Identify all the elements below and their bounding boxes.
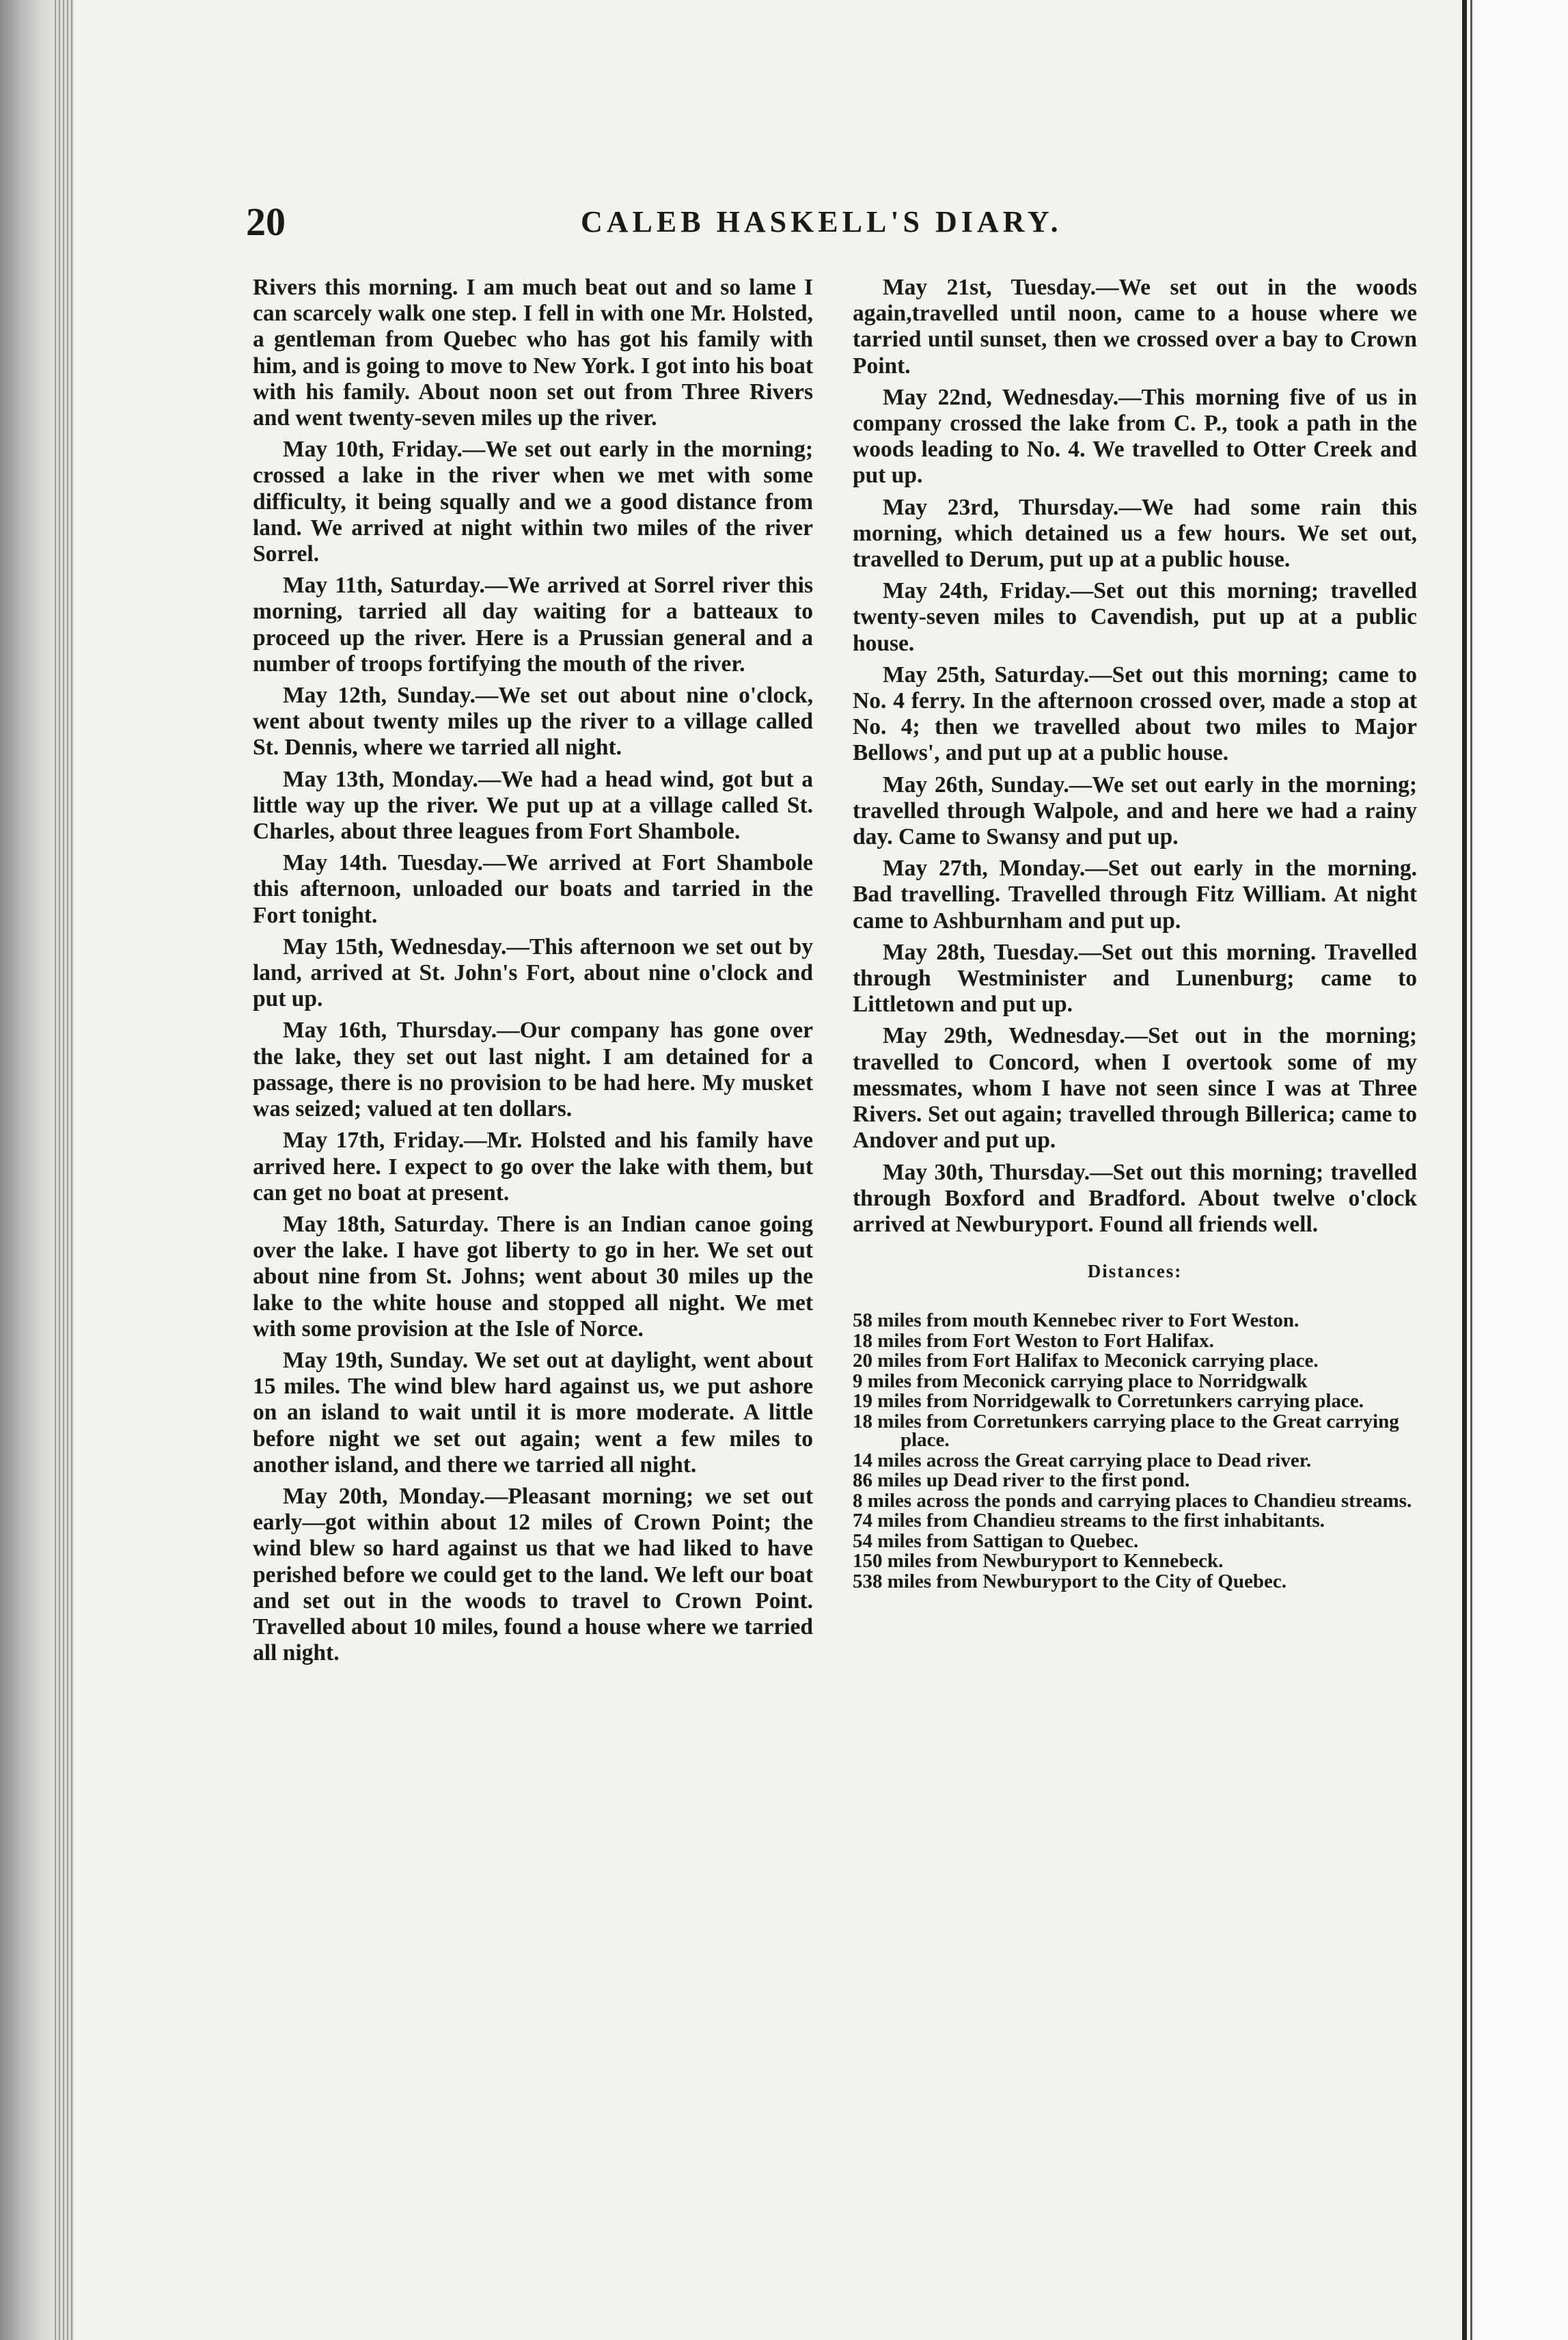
distance-item: 150 miles from Newburyport to Kennebeck. bbox=[853, 1550, 1224, 1573]
distance-item: 74 miles from Chandieu streams to the first inhabitants. bbox=[853, 1510, 1325, 1532]
diary-entry: May 10th, Friday.—We set out early in the morning; crossed a lake in the river when we met with some difficulty, it being squally and we a good distance from land. We arrived at night within two miles of the river Sorrel. bbox=[253, 437, 813, 567]
diary-entry: May 17th, Friday.—Mr. Holsted and his family have arrived here. I expect to go over the lake with them, but can get no boat at present. bbox=[253, 1128, 813, 1206]
distance-item: 14 miles across the Great carrying place to Dead river. bbox=[853, 1449, 1312, 1471]
diary-entry: May 11th, Saturday.—We arrived at Sorrel river this morning, tarried all day waiting for a batteaux to proceed up the river. Here is a Prussian general and a number of troops fortifying the mouth of the river. bbox=[253, 573, 813, 677]
diary-entry: May 19th, Sunday. We set out at daylight, went about 15 miles. The wind blew hard against us, we put ashore on an island to wait until it is more moderate. A little before night we set out again; went a few miles to another island, and there we tarried all night. bbox=[253, 1347, 813, 1478]
diary-entry: May 22nd, Wednesday.—This morning five of us in company crossed the lake from C. P., took a path in the woods leading to No. 4. We travelled to Otter Creek and put up. bbox=[853, 384, 1417, 489]
distance-item: 58 miles from mouth Kennebec river to Fort Weston. bbox=[853, 1309, 1299, 1332]
distance-item: 86 miles up Dead river to the first pond. bbox=[853, 1469, 1190, 1492]
diary-entry: May 27th, Monday.—Set out early in the morning. Bad travelling. Travelled through Fitz William. At night came to Ashburnham and put up. bbox=[853, 856, 1417, 934]
distance-item: 538 miles from Newburyport to the City of Quebec. bbox=[853, 1570, 1287, 1592]
right-column bbox=[853, 275, 1417, 1592]
distance-item: 9 miles from Meconick carrying place to Norridgwalk bbox=[853, 1370, 1308, 1392]
page-border-rule-inner bbox=[1470, 0, 1472, 2340]
diary-entry: May 30th, Thursday.—Set out this morning; travelled through Boxford and Bradford. About twelve o'clock arrived at Newburyport. Found all friends well. bbox=[853, 1159, 1417, 1237]
diary-entry: May 28th, Tuesday.—Set out this morning. Travelled through Westminister and Lunenburg; came to Littletown and put up. bbox=[853, 939, 1417, 1018]
distance-item: 19 miles from Norridgewalk to Corretunkers carrying place. bbox=[853, 1390, 1364, 1413]
page-edges bbox=[55, 0, 74, 2340]
diary-entry: May 18th, Saturday. There is an Indian canoe going over the lake. I have got liberty to go in her. We set out about nine from St. Johns; went about 30 miles up the lake to the white house and stopped all night. We met with some provision at the Isle of Norce. bbox=[253, 1211, 813, 1342]
page-header bbox=[246, 198, 1421, 246]
distance-item: 8 miles across the ponds and carrying places to Chandieu streams. bbox=[853, 1489, 1412, 1512]
distance-item: 18 miles from Fort Weston to Fort Halifax. bbox=[853, 1329, 1214, 1352]
right-margin bbox=[1472, 0, 1568, 2340]
diary-entry: Rivers this morning. I am much beat out and so lame I can scarcely walk one step. I fell in with one Mr. Holsted, a gentleman from Quebec who has got his family with him, and is going to move to New York. I got into his boat with his family. About noon set out from Three Rivers and went twenty-seven miles up the river. bbox=[253, 275, 813, 431]
distance-item: 54 miles from Sattigan to Quebec. bbox=[853, 1529, 1139, 1552]
diary-entry: May 14th. Tuesday.—We arrived at Fort Shambole this afternoon, unloaded our boats and tarried in the Fort tonight. bbox=[253, 850, 813, 928]
page-number: 20 bbox=[246, 200, 286, 244]
diary-entry: May 15th, Wednesday.—This afternoon we set out by land, arrived at St. John's Fort, about nine o'clock and put up. bbox=[253, 934, 813, 1012]
distances-heading: Distances: bbox=[1087, 1261, 1183, 1282]
distance-item: 18 miles from Corretunkers carrying place to the Great carrying place. bbox=[853, 1410, 1399, 1452]
diary-entry: May 26th, Sunday.—We set out early in the morning; travelled through Walpole, and and here we had a rainy day. Came to Swansy and put up. bbox=[853, 772, 1417, 850]
diary-entry: May 12th, Sunday.—We set out about nine o'clock, went about twenty miles up the river to a village called St. Dennis, where we tarried all night. bbox=[253, 683, 813, 761]
page-border-rule bbox=[1462, 0, 1467, 2340]
diary-entry: May 23rd, Thursday.—We had some rain this morning, which detained us a few hours. We set out, travelled to Derum, put up at a public house. bbox=[853, 494, 1417, 573]
diary-entry: May 16th, Thursday.—Our company has gone over the lake, they set out last night. I am detained for a passage, there is no provision to be had here. My musket was seized; valued at ten dollars. bbox=[253, 1018, 813, 1122]
diary-entry: May 25th, Saturday.—Set out this morning; came to No. 4 ferry. In the afternoon crossed over, made a stop at No. 4; then we travelled about two miles to Major Bellows', and put up at a public house. bbox=[853, 662, 1417, 766]
diary-entry: May 20th, Monday.—Pleasant morning; we set out early—got within about 12 miles of Crown Point; the wind blew so hard against us that we had liked to have perished before we could get to the land. We left our boat and set out in the woods to travel to Crown Point. Travelled about 10 miles, found a house where we tarried all night. bbox=[253, 1483, 813, 1666]
distance-item: 20 miles from Fort Halifax to Meconick carrying place. bbox=[853, 1350, 1319, 1372]
distances-list bbox=[853, 1311, 1417, 1591]
diary-entry: May 21st, Tuesday.—We set out in the woods again,travelled until noon, came to a house where we tarried until sunset, then we crossed over a bay to Crown Point. bbox=[853, 275, 1417, 379]
left-column bbox=[253, 275, 813, 1672]
diary-entry: May 29th, Wednesday.—Set out in the morning; travelled to Concord, when I overtook some of my messmates, whom I have not seen since I was at Three Rivers. Set out again; travelled through Billerica; came to Andover and put up. bbox=[853, 1023, 1417, 1154]
diary-entry: May 24th, Friday.—Set out this morning; travelled twenty-seven miles to Cavendish, put up at a public house. bbox=[853, 578, 1417, 656]
running-title: CALEB HASKELL'S DIARY. bbox=[581, 205, 1062, 239]
diary-entry: May 13th, Monday.—We had a head wind, got but a little way up the river. We put up at a village called St. Charles, about three leagues from Fort Shambole. bbox=[253, 766, 813, 845]
